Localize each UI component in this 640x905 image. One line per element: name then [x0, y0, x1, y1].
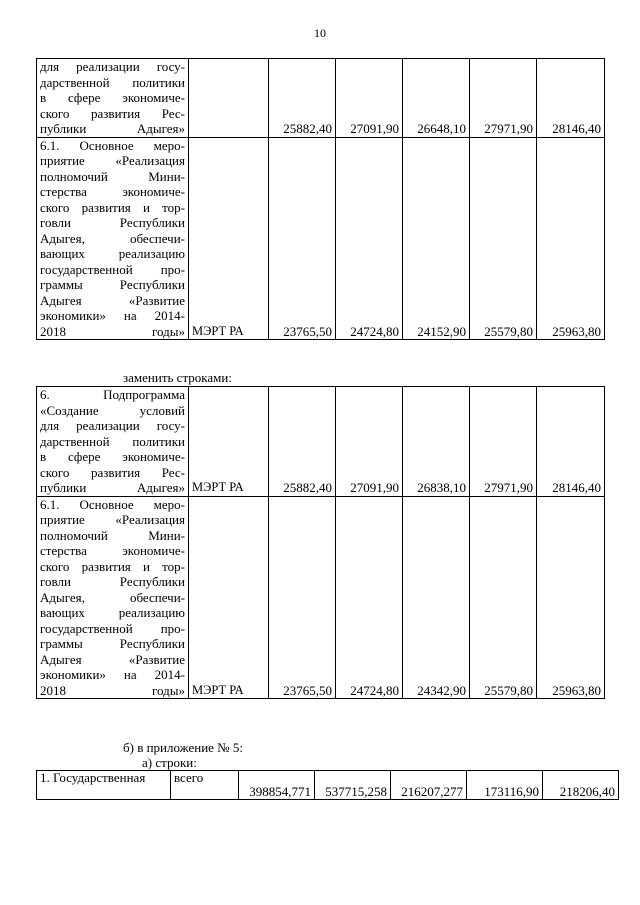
table-row [37, 137, 605, 340]
value-cell: 27971,90 [470, 59, 537, 138]
value-cell: 28146,40 [537, 59, 605, 138]
value-cell: 28146,40 [537, 387, 605, 497]
row-executor: МЭРТ РА [189, 496, 269, 699]
appendix-table [36, 770, 619, 800]
table-row [37, 387, 605, 497]
page-number: 10 [314, 26, 326, 40]
value-cell: 25579,80 [470, 137, 537, 340]
old-rows-table [36, 58, 605, 340]
value-cell: 27091,90 [336, 387, 403, 497]
table-row [37, 496, 605, 699]
row-description: 6.1. Основное меро- приятие «Реализация полномочий Мини- стерства экономиче- ского развития и тор- говли Республики Адыгея, обеспечи- вающих реализацию государственной про- граммы Республики Адыгея «Развитие экономики» на 2014- 2018 годы» [37, 137, 189, 340]
row-executor [189, 59, 269, 138]
value-cell: 25882,40 [269, 387, 336, 497]
new-rows-table [36, 386, 605, 699]
value-cell: 537715,258 [315, 771, 391, 800]
value-cell: 173116,90 [467, 771, 543, 800]
value-cell: 24342,90 [403, 496, 470, 699]
value-cell: 24152,90 [403, 137, 470, 340]
value-cell: 398854,771 [239, 771, 315, 800]
row-description: для реализации госу- дарственной политики в сфере экономиче- ского развития Рес- публики Адыгея» [37, 59, 189, 138]
value-cell: 26648,10 [403, 59, 470, 138]
value-cell: 24724,80 [336, 496, 403, 699]
value-cell: 218206,40 [543, 771, 619, 800]
row-executor: МЭРТ РА [189, 387, 269, 497]
value-cell: 23765,50 [269, 137, 336, 340]
value-cell: 25963,80 [537, 496, 605, 699]
value-cell: 27971,90 [470, 387, 537, 497]
row-description: 6.1. Основное меро- приятие «Реализация полномочий Мини- стерства экономиче- ского развития и тор- говли Республики Адыгея, обеспечи- вающих реализацию государственной про- граммы Республики Адыгея «Развитие экономики» на 2014- 2018 годы» [37, 496, 189, 699]
replace-text: заменить строками: [123, 370, 232, 385]
value-cell: 25963,80 [537, 137, 605, 340]
value-cell: 24724,80 [336, 137, 403, 340]
row-description: 6. Подпрограмма «Создание условий для реализации госу- дарственной политики в сфере экономиче- ского развития Рес- публики Адыгея» [37, 387, 189, 497]
row-executor: МЭРТ РА [189, 137, 269, 340]
rows-text: а) строки: [142, 755, 197, 770]
row-label: всего [171, 771, 239, 800]
value-cell: 23765,50 [269, 496, 336, 699]
row-description: 1. Государственная [37, 771, 171, 800]
value-cell: 25882,40 [269, 59, 336, 138]
table-row [37, 59, 605, 138]
value-cell: 27091,90 [336, 59, 403, 138]
value-cell: 25579,80 [470, 496, 537, 699]
value-cell: 216207,277 [391, 771, 467, 800]
value-cell: 26838,10 [403, 387, 470, 497]
appendix-text: б) в приложение № 5: [123, 740, 243, 755]
table-row [37, 771, 619, 800]
